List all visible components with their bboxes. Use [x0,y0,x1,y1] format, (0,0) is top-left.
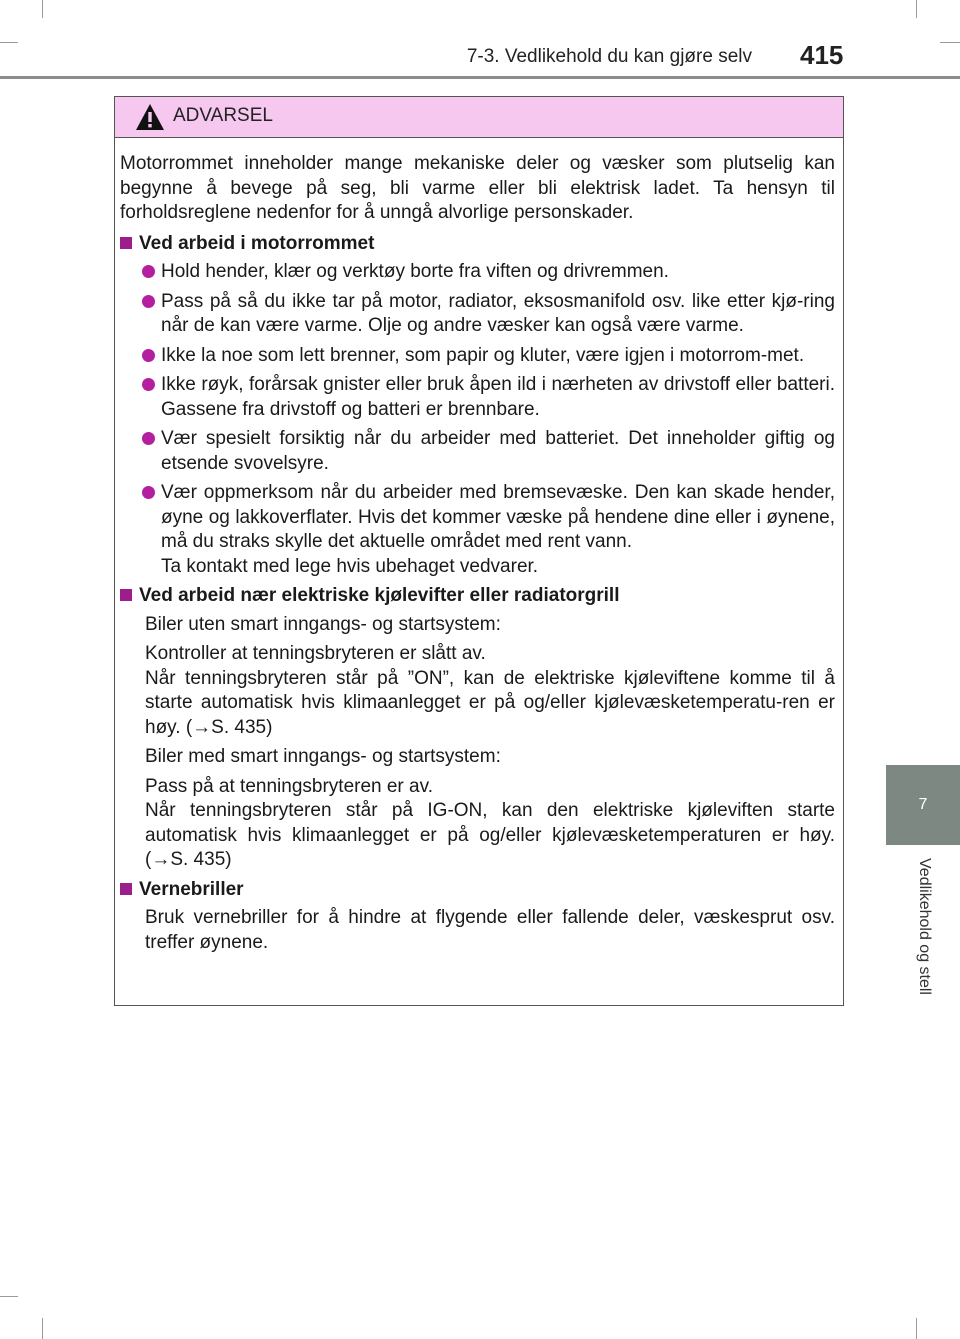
warning-intro: Motorrommet inneholder mange mekaniske deler og væsker som plutselig kan begynne å bevege på seg, bli varme eller bli elektrisk ladet. Ta hensyn til forholdsreglene nedenfor for å unngå alvorlige personskader. [120,153,835,223]
warning-title: ADVARSEL [173,105,273,126]
crop-mark [0,1296,18,1297]
paragraph: Biler uten smart inngangs- og startsystem: [145,613,501,635]
header-rule [0,76,960,79]
bullet-dot-icon [142,486,155,499]
warning-box [114,96,844,1006]
crop-mark [940,42,960,43]
section-heading: Vernebriller [120,878,835,903]
page-number: 415 [800,40,844,70]
bullet-dot-icon [142,349,155,362]
chapter-tab [886,765,960,845]
paragraph: Pass på at tenningsbryteren er av. Når tenningsbryteren står på IG-ON, kan den elektriske kjøleviften starte automatisk hvis klimaanlegget er på og/eller kjølevæsketemperaturen er høy. (→S. 435) [145,775,835,870]
bullet-dot-icon [142,432,155,445]
section-heading: Ved arbeid i motorrommet [120,232,835,257]
crop-mark [0,42,18,43]
list-item: Ikke la noe som lett brenner, som papir og kluter, være igjen i motorrom-met. [142,344,835,369]
list-item: Pass på så du ikke tar på motor, radiator, eksosmanifold osv. like etter kjø-ring når de kan være varme. Olje og andre væsker kan også være varme. [142,290,835,339]
section-heading: Ved arbeid nær elektriske kjølevifter eller radiatorgrill [120,584,835,609]
list-item: Vær oppmerksom når du arbeider med bremsevæske. Den kan skade hender, øyne og lakkoverflater. Hvis det kommer væske på hendene dine eller i øynene, må du straks skylle det aktuelle området med rent vann. Ta kontakt med lege hvis ubehaget vedvarer. [142,481,835,579]
warning-triangle-icon [135,103,165,131]
list-item: Vær spesielt forsiktig når du arbeider med batteriet. Det inneholder giftig og etsende svovelsyre. [142,427,835,476]
chapter-tab-label: Vedlikehold og stell [916,858,933,995]
section-square-icon [120,589,132,601]
paragraph: Biler med smart inngangs- og startsystem: [145,746,501,767]
chapter-tab-number: 7 [918,796,928,813]
bullet-dot-icon [142,265,155,278]
section-square-icon [120,237,132,249]
crop-mark [916,0,917,18]
warning-body [115,138,843,955]
chapter-title: 7-3. Vedlikehold du kan gjøre selv [466,46,752,67]
paragraph: Kontroller at tenningsbryteren er slått av. Når tenningsbryteren står på ”ON”, kan de elektriske kjøleviftene komme til å starte automatisk hvis klimaanlegget er på og/eller kjølevæsketemperatu-ren er høy. (→S. 435) [145,643,835,738]
crop-mark [42,0,43,18]
bullet-dot-icon [142,378,155,391]
list-item: Ikke røyk, forårsak gnister eller bruk åpen ild i nærheten av drivstoff eller batteri. Gassene fra drivstoff og batteri er brennbare. [142,373,835,422]
list-item: Hold hender, klær og verktøy borte fra viften og drivremmen. [142,260,835,285]
bullet-dot-icon [142,295,155,308]
paragraph: Bruk vernebriller for å hindre at flygende eller fallende deler, væskesprut osv. treffer øynene. [145,907,835,953]
warning-header [115,97,843,138]
crop-mark [916,1318,917,1339]
section-square-icon [120,883,132,895]
crop-mark [42,1318,43,1339]
